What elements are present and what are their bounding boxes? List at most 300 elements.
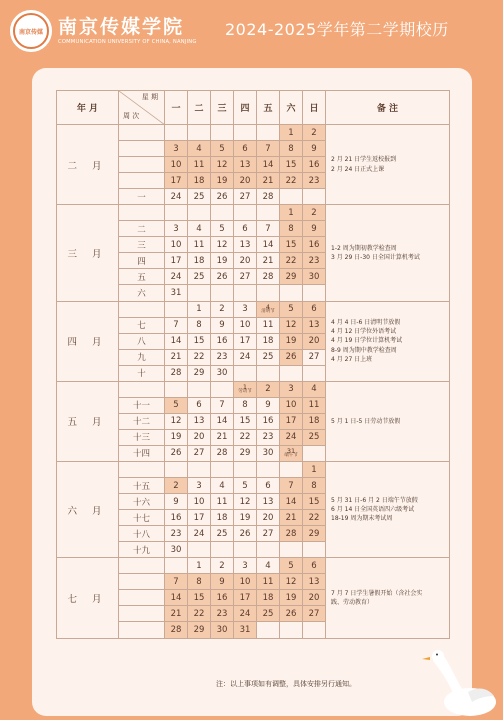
month-label: 四 月 xyxy=(57,301,119,381)
university-name-en: COMMUNICATION UNIVERSITY OF CHINA, NANJING xyxy=(58,39,197,45)
day-cell-wed: 12 xyxy=(211,237,234,253)
week-number xyxy=(119,157,165,173)
day-cell-wed: 11 xyxy=(211,494,234,510)
day-cell-mon: 2 xyxy=(165,478,188,494)
day-cell-fri xyxy=(257,285,280,301)
day-cell-wed: 7 xyxy=(211,397,234,413)
day-cell-tue: 8 xyxy=(188,574,211,590)
day-cell-fri xyxy=(257,461,280,477)
day-cell-mon: 3 xyxy=(165,221,188,237)
day-cell-wed: 30 xyxy=(211,365,234,381)
holiday-label: 劳动节 xyxy=(238,389,252,395)
day-cell-wed: 12 xyxy=(211,157,234,173)
month-notes xyxy=(326,301,450,381)
day-cell-sat: 7 xyxy=(280,478,303,494)
week-row xyxy=(57,301,450,317)
day-cell-sun xyxy=(303,445,326,461)
day-cell-thu: 27 xyxy=(234,189,257,205)
day-cell-fri: 13 xyxy=(257,494,280,510)
note-line: 1-2 周为期初教学检查周 xyxy=(331,244,397,252)
day-cell-sun: 27 xyxy=(303,349,326,365)
day-cell-thu xyxy=(234,285,257,301)
day-cell-sat: 8 xyxy=(280,221,303,237)
week-number: 十 xyxy=(119,365,165,381)
day-cell-wed xyxy=(211,381,234,397)
day-cell-mon: 7 xyxy=(165,317,188,333)
week-number: 十二 xyxy=(119,413,165,429)
day-cell-sun: 29 xyxy=(303,526,326,542)
day-cell-thu: 13 xyxy=(234,237,257,253)
header-day-mon: 一 xyxy=(165,91,188,125)
day-cell-sun: 15 xyxy=(303,494,326,510)
day-cell-sun xyxy=(303,365,326,381)
day-cell-tue: 27 xyxy=(188,445,211,461)
week-number: 八 xyxy=(119,333,165,349)
day-cell-thu: 24 xyxy=(234,349,257,365)
day-cell-thu xyxy=(234,542,257,558)
day-cell-sat: 14 xyxy=(280,494,303,510)
week-number: 十九 xyxy=(119,542,165,558)
day-cell-sat xyxy=(280,461,303,477)
day-cell-fri: 27 xyxy=(257,526,280,542)
day-cell-thu xyxy=(234,125,257,141)
day-cell-sat: 5 xyxy=(280,301,303,317)
day-cell-wed: 30 xyxy=(211,622,234,638)
day-cell-tue: 3 xyxy=(188,478,211,494)
header-day-thu: 四 xyxy=(234,91,257,125)
day-cell-sun: 6 xyxy=(303,558,326,574)
week-number: 六 xyxy=(119,285,165,301)
day-cell-fri xyxy=(257,365,280,381)
day-cell-mon: 21 xyxy=(165,349,188,365)
day-cell-sun: 30 xyxy=(303,269,326,285)
header-corner xyxy=(119,91,165,125)
day-cell-sat: 12 xyxy=(280,574,303,590)
note-line: 6 月 14 日全国英语四六级考试 xyxy=(331,505,415,513)
day-cell-thu: 10 xyxy=(234,317,257,333)
day-cell-wed: 23 xyxy=(211,349,234,365)
day-cell-mon: 7 xyxy=(165,574,188,590)
day-cell-tue xyxy=(188,285,211,301)
university-name-cn: 南京传媒学院 xyxy=(58,16,185,38)
day-cell-sun: 6 xyxy=(303,301,326,317)
day-cell-thu: 31 xyxy=(234,622,257,638)
note-line: 3 月 29 日-30 日全国计算机考试 xyxy=(331,253,420,261)
day-cell-wed: 2 xyxy=(211,558,234,574)
day-cell-tue: 22 xyxy=(188,606,211,622)
week-number: 四 xyxy=(119,253,165,269)
day-cell-sat xyxy=(280,622,303,638)
day-cell-sun: 8 xyxy=(303,478,326,494)
day-cell-fri: 25 xyxy=(257,606,280,622)
day-cell-mon: 5 xyxy=(165,397,188,413)
month-notes xyxy=(326,558,450,638)
day-cell-tue xyxy=(188,542,211,558)
note-line: 18-19 周为期末考试周 xyxy=(331,515,393,523)
day-cell-fri: 30 xyxy=(257,445,280,461)
logo-text: 南京传媒 xyxy=(18,28,43,36)
week-number xyxy=(119,301,165,317)
day-cell-thu: 26 xyxy=(234,526,257,542)
day-cell-sat: 28 xyxy=(280,526,303,542)
week-number: 五 xyxy=(119,269,165,285)
day-cell-sat xyxy=(280,189,303,205)
week-number: 十四 xyxy=(119,445,165,461)
day-cell-thu: 12 xyxy=(234,494,257,510)
day-cell-wed: 5 xyxy=(211,141,234,157)
calendar-body xyxy=(57,125,450,639)
day-cell-mon: 19 xyxy=(165,429,188,445)
day-cell-tue: 6 xyxy=(188,397,211,413)
day-cell-mon: 21 xyxy=(165,606,188,622)
day-cell-mon: 12 xyxy=(165,413,188,429)
day-cell-thu: 3 xyxy=(234,558,257,574)
day-cell-wed: 26 xyxy=(211,269,234,285)
day-cell-fri: 21 xyxy=(257,173,280,189)
day-cell-sun: 23 xyxy=(303,173,326,189)
day-cell-fri xyxy=(257,622,280,638)
day-cell-wed: 28 xyxy=(211,445,234,461)
day-cell-tue: 29 xyxy=(188,365,211,381)
day-cell-tue xyxy=(188,205,211,221)
week-number: 十八 xyxy=(119,526,165,542)
day-cell-sun: 9 xyxy=(303,221,326,237)
day-cell-wed: 5 xyxy=(211,221,234,237)
week-number xyxy=(119,381,165,397)
day-cell-sun: 13 xyxy=(303,574,326,590)
note-line: 4 月 19 日学位计算机考试 xyxy=(331,337,403,345)
day-cell-wed xyxy=(211,285,234,301)
week-number: 三 xyxy=(119,237,165,253)
holiday-label: 清明节 xyxy=(261,309,275,315)
week-number xyxy=(119,205,165,221)
month-label: 六 月 xyxy=(57,461,119,557)
month-label: 五 月 xyxy=(57,381,119,461)
day-cell-tue: 4 xyxy=(188,221,211,237)
day-cell-wed: 14 xyxy=(211,413,234,429)
header-notes: 备 注 xyxy=(326,91,450,125)
day-cell-mon: 31 xyxy=(165,285,188,301)
day-cell-wed xyxy=(211,542,234,558)
day-cell-fri: 4 xyxy=(257,558,280,574)
day-cell-fri: 20 xyxy=(257,510,280,526)
header-day-fri: 五 xyxy=(257,91,280,125)
goose-illustration-icon xyxy=(418,640,498,720)
day-cell-sun: 25 xyxy=(303,429,326,445)
month-notes xyxy=(326,205,450,301)
day-cell-sat: 17 xyxy=(280,413,303,429)
day-cell-wed: 19 xyxy=(211,173,234,189)
day-cell-fri: 28 xyxy=(257,269,280,285)
week-number xyxy=(119,461,165,477)
day-cell-tue: 13 xyxy=(188,413,211,429)
day-cell-fri: 21 xyxy=(257,253,280,269)
day-number: 1 xyxy=(242,382,248,391)
note-line: 5 月 31 日-6 月 2 日端午节放假 xyxy=(331,496,418,504)
week-row xyxy=(57,461,450,477)
day-cell-wed: 16 xyxy=(211,333,234,349)
day-cell-wed xyxy=(211,205,234,221)
day-cell-thu xyxy=(234,205,257,221)
week-number xyxy=(119,141,165,157)
day-cell-fri: 23 xyxy=(257,429,280,445)
day-cell-sat: 15 xyxy=(280,157,303,173)
week-number xyxy=(119,125,165,141)
day-cell-fri: 7 xyxy=(257,221,280,237)
day-cell-thu: 19 xyxy=(234,510,257,526)
calendar-title: 2024-2025学年第二学期校历 xyxy=(225,20,449,39)
day-cell-tue: 25 xyxy=(188,269,211,285)
week-number: 十七 xyxy=(119,510,165,526)
day-cell-sat: 19 xyxy=(280,333,303,349)
header xyxy=(0,0,503,64)
day-cell-thu: 15 xyxy=(234,413,257,429)
note-line: 2 月 21 日学生返校报到 xyxy=(331,156,397,164)
week-number: 二 xyxy=(119,221,165,237)
day-cell-thu: 20 xyxy=(234,253,257,269)
day-cell-mon: 28 xyxy=(165,622,188,638)
day-cell-fri: 11 xyxy=(257,574,280,590)
day-cell-mon xyxy=(165,461,188,477)
day-cell-fri: 18 xyxy=(257,333,280,349)
day-cell-mon: 17 xyxy=(165,253,188,269)
day-cell-fri: 14 xyxy=(257,157,280,173)
month-label: 二 月 xyxy=(57,125,119,205)
day-cell-tue: 11 xyxy=(188,237,211,253)
week-number xyxy=(119,622,165,638)
month-notes xyxy=(326,461,450,557)
week-number: 十三 xyxy=(119,429,165,445)
day-cell-tue xyxy=(188,125,211,141)
day-cell-tue: 25 xyxy=(188,189,211,205)
day-cell-mon: 3 xyxy=(165,141,188,157)
day-cell-thu xyxy=(234,365,257,381)
day-cell-sat: 29 xyxy=(280,269,303,285)
day-cell-mon: 26 xyxy=(165,445,188,461)
day-cell-sun: 16 xyxy=(303,237,326,253)
day-cell-sun: 27 xyxy=(303,606,326,622)
day-cell-fri: 16 xyxy=(257,413,280,429)
day-cell-sat: 5 xyxy=(280,558,303,574)
day-cell-fri: 9 xyxy=(257,397,280,413)
day-cell-sun: 22 xyxy=(303,510,326,526)
day-number: 4 xyxy=(265,302,271,311)
day-cell-sun: 4 xyxy=(303,381,326,397)
day-cell-sun xyxy=(303,285,326,301)
day-cell-thu: 5 xyxy=(234,478,257,494)
day-cell-wed: 26 xyxy=(211,189,234,205)
day-cell-fri: 14 xyxy=(257,237,280,253)
month-label: 七 月 xyxy=(57,558,119,638)
day-cell-sat: 21 xyxy=(280,510,303,526)
day-cell-sun: 23 xyxy=(303,253,326,269)
day-cell-sat: 22 xyxy=(280,173,303,189)
header-day-tue: 二 xyxy=(188,91,211,125)
header-week-label: 周 次 xyxy=(123,112,140,120)
day-cell-tue: 24 xyxy=(188,526,211,542)
day-cell-mon: 24 xyxy=(165,189,188,205)
day-cell-sat xyxy=(280,285,303,301)
week-row xyxy=(57,381,450,397)
week-number: 九 xyxy=(119,349,165,365)
day-cell-thu: 17 xyxy=(234,333,257,349)
month-label: 三 月 xyxy=(57,205,119,301)
day-cell-thu: 17 xyxy=(234,590,257,606)
week-row xyxy=(57,205,450,221)
day-cell-wed: 25 xyxy=(211,526,234,542)
note-line: 4 月 27 日上班 xyxy=(331,356,373,364)
day-cell-sun: 16 xyxy=(303,157,326,173)
day-cell-sat: 3 xyxy=(280,381,303,397)
day-cell-tue: 15 xyxy=(188,590,211,606)
week-number: 十五 xyxy=(119,478,165,494)
day-cell-wed: 19 xyxy=(211,253,234,269)
week-number xyxy=(119,574,165,590)
calendar-card xyxy=(32,68,472,716)
header-year-month: 年 月 xyxy=(57,91,119,125)
day-cell-tue: 20 xyxy=(188,429,211,445)
day-cell-mon: 10 xyxy=(165,237,188,253)
header-day-wed: 三 xyxy=(211,91,234,125)
day-cell-mon: 24 xyxy=(165,269,188,285)
day-cell-thu: 8 xyxy=(234,397,257,413)
day-cell-sun: 2 xyxy=(303,205,326,221)
day-cell-wed: 9 xyxy=(211,574,234,590)
day-cell-mon: 10 xyxy=(165,157,188,173)
day-cell-thu: 22 xyxy=(234,429,257,445)
day-number: 31 xyxy=(286,446,296,455)
day-cell-sat xyxy=(280,542,303,558)
week-number: 十一 xyxy=(119,397,165,413)
header-weekday-label: 星 期 xyxy=(141,93,158,101)
day-cell-thu: 27 xyxy=(234,269,257,285)
header-day-sun: 日 xyxy=(303,91,326,125)
header-row xyxy=(57,91,450,125)
week-number: 十六 xyxy=(119,494,165,510)
day-cell-wed xyxy=(211,125,234,141)
holiday-label: 端午节 xyxy=(284,453,298,459)
day-cell-sat: 24 xyxy=(280,429,303,445)
day-cell-wed: 16 xyxy=(211,590,234,606)
day-cell-sat: 1 xyxy=(280,125,303,141)
day-cell-sat: 1 xyxy=(280,205,303,221)
calendar-table xyxy=(56,90,450,639)
day-cell-thu: 13 xyxy=(234,157,257,173)
day-cell-fri: 18 xyxy=(257,590,280,606)
day-cell-mon: 30 xyxy=(165,542,188,558)
day-cell-sat: 8 xyxy=(280,141,303,157)
day-cell-mon xyxy=(165,301,188,317)
week-number xyxy=(119,558,165,574)
day-cell-tue xyxy=(188,461,211,477)
day-cell-thu xyxy=(234,461,257,477)
day-cell-sun xyxy=(303,622,326,638)
week-number xyxy=(119,606,165,622)
day-cell-fri xyxy=(257,125,280,141)
day-cell-sun: 9 xyxy=(303,141,326,157)
university-logo xyxy=(10,10,52,52)
day-cell-sun xyxy=(303,189,326,205)
day-cell-fri: 28 xyxy=(257,189,280,205)
day-cell-tue: 10 xyxy=(188,494,211,510)
day-cell-sat xyxy=(280,365,303,381)
day-cell-sat xyxy=(280,445,303,461)
week-number xyxy=(119,173,165,189)
day-cell-sun: 20 xyxy=(303,333,326,349)
day-cell-sun xyxy=(303,542,326,558)
day-cell-fri: 2 xyxy=(257,381,280,397)
day-cell-sun: 1 xyxy=(303,461,326,477)
note-line: 2 月 24 日正式上课 xyxy=(331,165,385,173)
day-cell-tue: 29 xyxy=(188,622,211,638)
day-cell-tue: 1 xyxy=(188,558,211,574)
day-cell-sat: 22 xyxy=(280,253,303,269)
day-cell-mon: 23 xyxy=(165,526,188,542)
day-cell-thu xyxy=(234,381,257,397)
day-cell-fri: 25 xyxy=(257,349,280,365)
day-cell-thu: 3 xyxy=(234,301,257,317)
day-cell-fri xyxy=(257,542,280,558)
note-line: 7 月 7 日学生暑假开始（含社会实 xyxy=(331,589,423,597)
day-cell-tue: 22 xyxy=(188,349,211,365)
day-cell-wed: 18 xyxy=(211,510,234,526)
day-cell-wed: 9 xyxy=(211,317,234,333)
day-cell-wed xyxy=(211,461,234,477)
day-cell-fri: 6 xyxy=(257,478,280,494)
day-cell-tue: 17 xyxy=(188,510,211,526)
day-cell-fri: 7 xyxy=(257,141,280,157)
day-cell-mon: 17 xyxy=(165,173,188,189)
day-cell-sat: 12 xyxy=(280,317,303,333)
day-cell-tue: 15 xyxy=(188,333,211,349)
day-cell-thu: 24 xyxy=(234,606,257,622)
day-cell-wed: 2 xyxy=(211,301,234,317)
day-cell-tue: 18 xyxy=(188,173,211,189)
day-cell-mon: 16 xyxy=(165,510,188,526)
note-line: 4 月 4 日-6 日清明节放假 xyxy=(331,318,401,326)
note-line: 践、劳动教育） xyxy=(331,598,374,606)
day-cell-sat: 26 xyxy=(280,606,303,622)
day-cell-mon xyxy=(165,558,188,574)
day-cell-tue: 11 xyxy=(188,157,211,173)
day-cell-wed: 4 xyxy=(211,478,234,494)
day-cell-sun: 18 xyxy=(303,413,326,429)
month-notes xyxy=(326,381,450,461)
day-cell-tue: 8 xyxy=(188,317,211,333)
day-cell-sat: 26 xyxy=(280,349,303,365)
day-cell-mon xyxy=(165,381,188,397)
note-line: 5 月 1 日-5 日劳动节放假 xyxy=(331,417,401,425)
day-cell-mon xyxy=(165,125,188,141)
day-cell-fri xyxy=(257,301,280,317)
week-row xyxy=(57,125,450,141)
day-cell-thu: 29 xyxy=(234,445,257,461)
day-cell-sat: 19 xyxy=(280,590,303,606)
day-cell-wed: 23 xyxy=(211,606,234,622)
day-cell-wed: 21 xyxy=(211,429,234,445)
day-cell-tue: 1 xyxy=(188,301,211,317)
day-cell-fri: 11 xyxy=(257,317,280,333)
day-cell-sat: 15 xyxy=(280,237,303,253)
day-cell-tue xyxy=(188,381,211,397)
note-line: 4 月 12 日学位外语考试 xyxy=(331,328,397,336)
day-cell-thu: 20 xyxy=(234,173,257,189)
day-cell-sun: 11 xyxy=(303,397,326,413)
week-number xyxy=(119,590,165,606)
week-number: 七 xyxy=(119,317,165,333)
day-cell-tue: 18 xyxy=(188,253,211,269)
day-cell-mon xyxy=(165,205,188,221)
